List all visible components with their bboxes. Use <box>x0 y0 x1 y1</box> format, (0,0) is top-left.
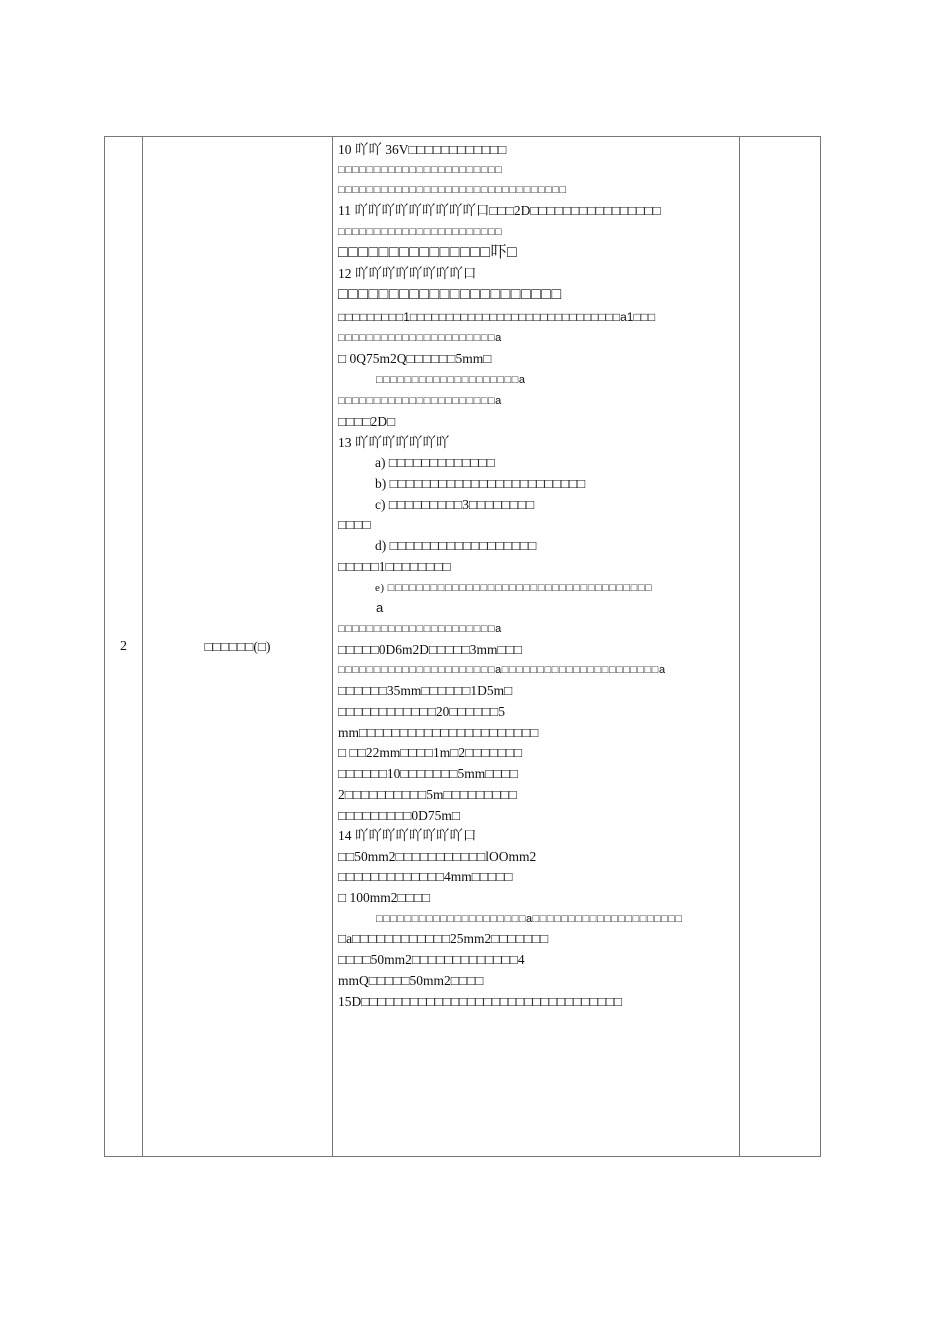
text-line: b) □□□□□□□□□□□□□□□□□□□□□□□□ <box>375 476 586 491</box>
text-line: 12 吖吖吖吖吖吖吖吖口 <box>338 266 477 281</box>
text-line: □ □□22mm□□□□1m□2□□□□□□□ <box>338 745 523 760</box>
text-line: □□□□□□□□□□□□20□□□□□□5 <box>338 704 506 719</box>
table-row <box>105 137 821 1157</box>
text-line: □□50mm2□□□□□□□□□□□lOOmm2 <box>338 849 537 864</box>
text-line: □□□□ <box>338 517 371 532</box>
text-line: 2□□□□□□□□□□5m□□□□□□□□□ <box>338 787 517 802</box>
content-block <box>333 137 739 1156</box>
text-line: □□□□□□10□□□□□□□5mm□□□□ <box>338 766 518 781</box>
text-line: □□□□□□□□□1□□□□□□□□□□□□□□□□□□□□□□□□□□□□□a1□□□ <box>338 310 656 324</box>
text-line: a) □□□□□□□□□□□□□ <box>375 455 495 470</box>
text-line: □□□□□□□□□□□□□□□□□□□□□□a□□□□□□□□□□□□□□□□□□□□□□a <box>338 664 666 676</box>
text-line: □□□□□□□□□0D75m□ <box>338 808 461 823</box>
text-line: □□□□□1□□□□□□□□ <box>338 559 451 574</box>
text-line: c) □□□□□□□□□3□□□□□□□□ <box>375 497 535 512</box>
text-line: □□□□□□□□□□□□□□□□□□□□□□a <box>338 332 502 344</box>
content-table <box>104 136 821 1157</box>
text-line: mmQ□□□□□50mm2□□□□ <box>338 973 484 988</box>
text-line: □□□□50mm2□□□□□□□□□□□□□4 <box>338 952 525 967</box>
text-line: □ 0Q75m2Q□□□□□□5mm□ <box>338 351 492 366</box>
text-line: 14 吖吖吖吖吖吖吖吖口 <box>338 828 477 843</box>
text-line: e) □□□□□□□□□□□□□□□□□□□□□□□□□□□□□□□□□□□□□ <box>375 582 653 594</box>
text-line: □□□□□□□□□□□□□□□□□□□□□a□□□□□□□□□□□□□□□□□□□□□ <box>376 913 683 925</box>
text-line: a <box>376 600 384 615</box>
text-line: □□□□2D□ <box>338 414 396 429</box>
text-line: □□□□□□□□□□□□□□□□□□□□□□□ <box>338 164 503 176</box>
row-number: 2 <box>105 137 143 1157</box>
text-line: 13 吖吖吖吖吖吖吖 <box>338 435 450 450</box>
text-line: □□□□□□□□□□□□□□□□□□□□□□a <box>338 623 502 635</box>
text-line: 11 吖吖吖吖吖吖吖吖吖口□□□2D□□□□□□□□□□□□□□□□ <box>338 203 661 218</box>
text-line: □□□□□□□□□□□□□□□□□□□□a <box>376 374 526 386</box>
text-line: 15D□□□□□□□□□□□□□□□□□□□□□□□□□□□□□□□□ <box>338 994 623 1009</box>
row-item: □□□□□□(□) <box>143 137 333 1157</box>
text-line: □a□□□□□□□□□□□□25mm2□□□□□□□ <box>338 931 549 946</box>
text-line: mm□□□□□□□□□□□□□□□□□□□□□□ <box>338 725 539 740</box>
text-line: □□□□□□35mm□□□□□□1D5m□ <box>338 683 513 698</box>
row-content <box>333 137 740 1157</box>
text-line: □□□□□□□□□□□□□□□□□□□□□□□ <box>338 226 503 238</box>
text-line: □□□□□0D6m2D□□□□□3mm□□□ <box>338 642 523 657</box>
text-line: □ 100mm2□□□□ <box>338 890 431 905</box>
text-line: □□□□□□□□□□□□□□□□□□□□□□ <box>338 286 562 303</box>
text-line: d) □□□□□□□□□□□□□□□□□□ <box>375 538 537 553</box>
text-line: □□□□□□□□□□□□□□□□□□□□□□a <box>338 395 502 407</box>
text-line: 10 吖吖 36V□□□□□□□□□□□□ <box>338 142 507 157</box>
text-line: □□□□□□□□□□□□□□□□□□□□□□□□□□□□□□□□ <box>338 184 567 196</box>
text-line: □□□□□□□□□□□□□4mm□□□□□ <box>338 869 513 884</box>
row-remark <box>740 137 821 1157</box>
text-line: □□□□□□□□□□□□□□□吓□ <box>338 244 518 261</box>
